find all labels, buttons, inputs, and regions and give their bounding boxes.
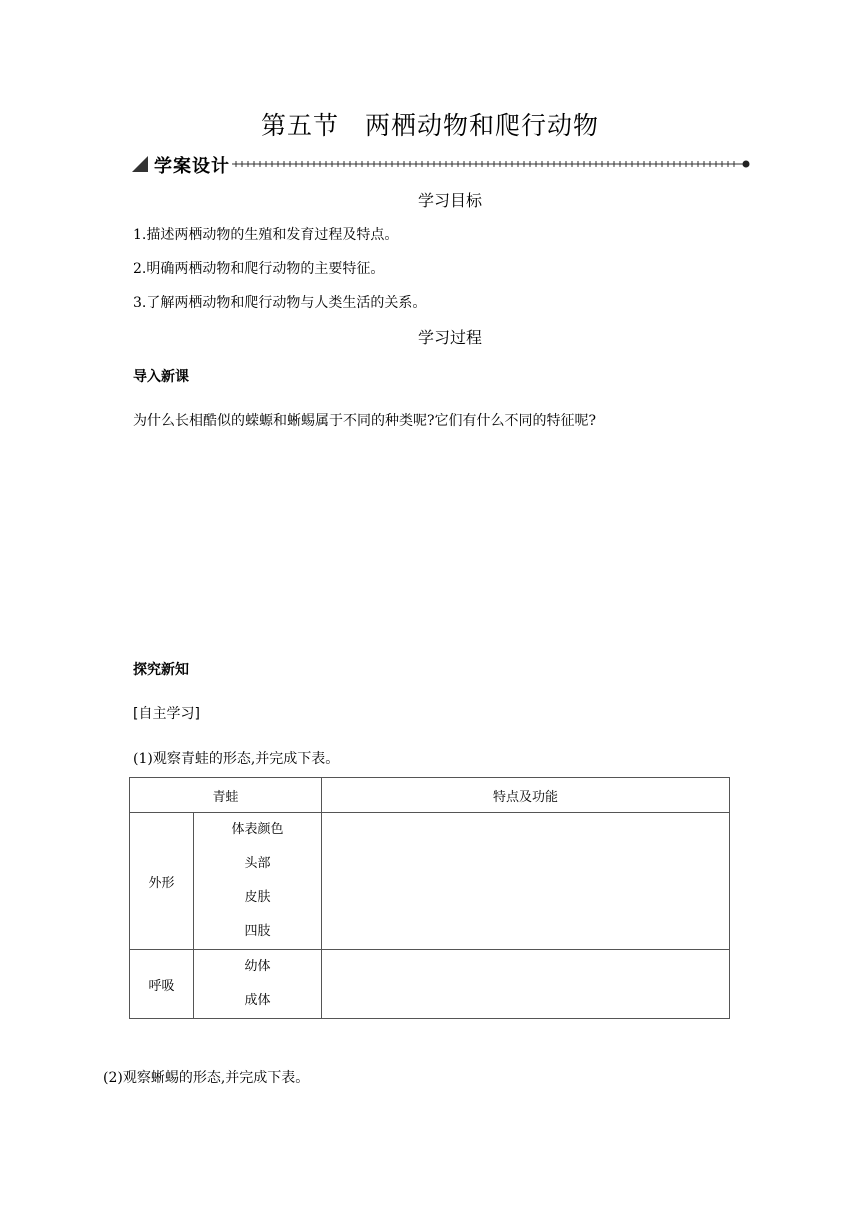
subitem: 幼体 [244,959,271,974]
subitem: 头部 [244,856,271,871]
page-title: 第五节 两栖动物和爬行动物 [260,111,599,140]
process-heading: 学习过程 [417,328,482,347]
intro-label: 导入新课 [133,369,189,385]
question-lizard: (2)观察蜥蜴的形态,并完成下表。 [103,1070,310,1086]
subitem: 四肢 [244,924,271,939]
answer-cell[interactable] [322,813,730,950]
frog-table [129,777,730,1019]
self-study-label: [自主学习] [133,706,200,722]
table-row [130,950,730,1019]
group-appearance: 外形 [130,813,194,950]
objectives-heading: 学习目标 [417,191,482,210]
group-breathing: 呼吸 [130,950,194,1019]
answer-cell[interactable] [322,950,730,1019]
table-header-row [130,778,730,813]
header-features: 特点及功能 [322,778,730,813]
objective-item: 1.描述两栖动物的生殖和发育过程及特点。 [133,227,399,243]
header-frog: 青蛙 [130,778,322,813]
subitem: 体表颜色 [231,822,284,837]
explore-label: 探究新知 [133,662,189,678]
banner-label: 学案设计 [154,156,230,177]
question-frog: (1)观察青蛙的形态,并完成下表。 [133,751,340,767]
objective-item: 3.了解两栖动物和爬行动物与人类生活的关系。 [133,295,427,311]
objective-item: 2.明确两栖动物和爬行动物的主要特征。 [133,261,385,277]
subitems-appearance [194,813,322,950]
subitem: 成体 [244,993,271,1008]
subitem: 皮肤 [244,890,271,905]
table-row [130,813,730,950]
section-banner [132,150,752,178]
intro-question: 为什么长相酷似的蝾螈和蜥蜴属于不同的种类呢?它们有什么不同的特征呢? [133,413,597,429]
subitems-breathing [194,950,322,1019]
